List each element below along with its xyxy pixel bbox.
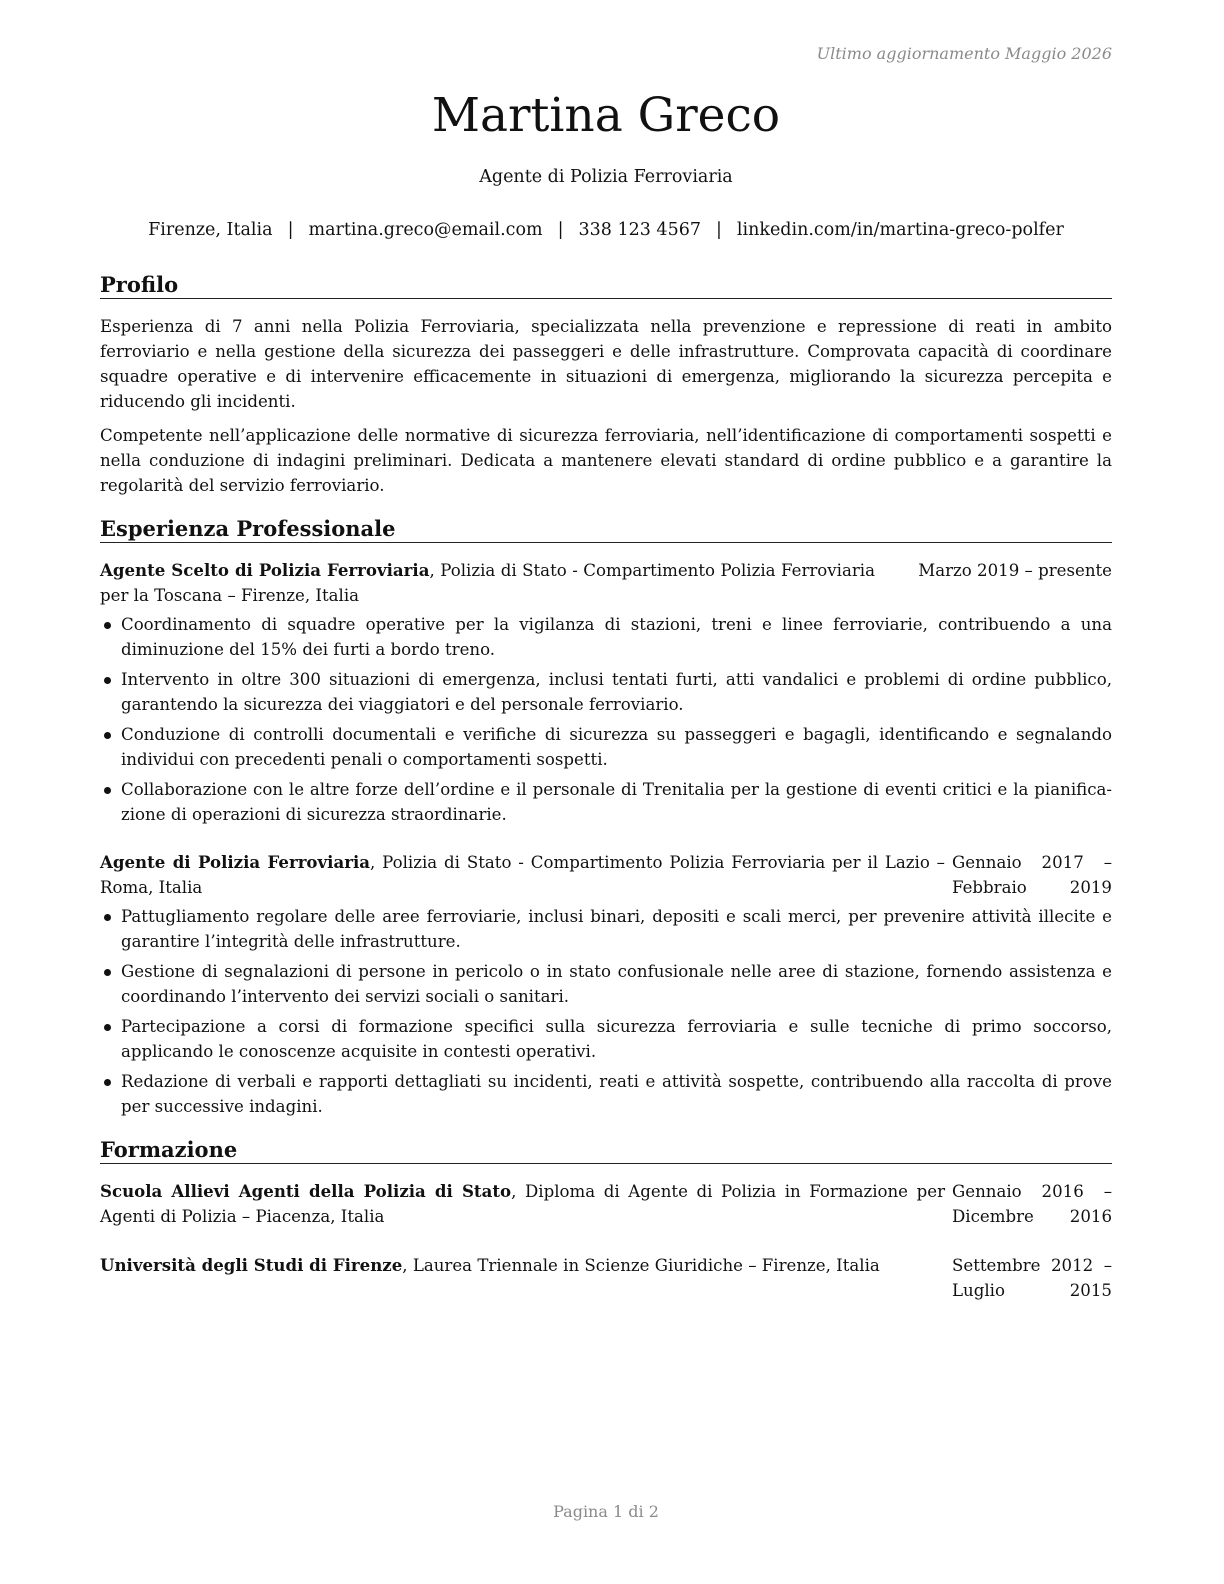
job-organization: , Polizia di Stato - Compartimento Polizia Ferroviaria per il Lazio – Roma, Italia: [100, 853, 945, 897]
resume-page: [100, 0, 1112, 1584]
bullet-icon: [104, 787, 111, 794]
list-item: Pattugliamento regolare delle aree ferroviarie, inclusi binari, depositi e scali merci, per prevenire attività illecite e garantire l’integrità delle infrastrutture.: [100, 904, 1112, 954]
education-school: Università degli Studi di Firenze: [100, 1255, 403, 1275]
page-number: Pagina 1 di 2: [553, 1502, 659, 1521]
job-header: [100, 558, 1112, 608]
education-detail: , Laurea Triennale in Scienze Giuridiche – Firenze, Italia: [402, 1256, 880, 1275]
bullet-icon: [104, 1024, 111, 1031]
job-role: Agente Scelto di Polizia Ferroviaria: [100, 560, 430, 580]
education-dates: Settembre 2012 – Luglio 2015: [952, 1256, 1112, 1300]
contact-linkedin[interactable]: linkedin.com/in/martina-greco-polfer: [736, 220, 1064, 240]
education-header: [100, 1179, 1112, 1229]
job-title-line: [100, 850, 945, 900]
profile-paragraph: Esperienza di 7 anni nella Polizia Ferroviaria, specializzata nella prevenzione e repressione di reati in ambito ferroviario e nella gestione della sicurezza dei passeggeri e delle infrastrutture. Comprovata capacità di coordinare squadre operative e di intervenire efficacemente in situazioni di emergenza, migliorando la sicurezza percepita e riducendo gli incidenti.: [100, 317, 1112, 411]
list-item: Gestione di segnalazioni di persone in pericolo o in stato confusionale nelle aree di stazione, fornendo assistenza e coordinando l’intervento dei servizi sociali o sanitari.: [100, 959, 1112, 1009]
list-item: Redazione di verbali e rapporti dettagliati su incidenti, reati e attività sospette, contribuendo alla raccolta di prove per successive indagini.: [100, 1069, 1112, 1119]
list-item: Partecipazione a corsi di formazione specifici sulla sicurezza ferroviaria e sulle tecniche di primo soccorso, applicando le conoscenze acquisite in contesti operativi.: [100, 1014, 1112, 1064]
job-role: Agente di Polizia Ferroviaria: [100, 852, 370, 872]
job-bullets: [100, 612, 1112, 827]
section-heading-profile: Profilo: [100, 272, 1112, 299]
bullet-icon: [104, 677, 111, 684]
education-detail: , Diploma di Agente di Polizia in Formazione per Agenti di Polizia – Piacenza, Italia: [100, 1182, 945, 1226]
job-bullets: [100, 904, 1112, 1119]
bullet-icon: [104, 969, 111, 976]
list-item: Conduzione di controlli documentali e verifiche di sicurezza su passeggeri e bagagli, identificando e segnalando individui con precedenti penali o comportamenti sospetti.: [100, 722, 1112, 772]
bullet-icon: [104, 732, 111, 739]
education-title-line: [100, 1253, 945, 1278]
candidate-name: Martina Greco: [431, 88, 781, 143]
contact-separator: |: [287, 220, 294, 240]
job-header: [100, 850, 1112, 900]
education-dates: Gennaio 2016 – Dicembre 2016: [952, 1182, 1112, 1226]
bullet-icon: [104, 622, 111, 629]
job-entry: [100, 850, 1112, 1124]
education-school: Scuola Allievi Agenti della Polizia di Stato: [100, 1181, 512, 1201]
job-entry: [100, 558, 1112, 832]
list-item: Collaborazione con le altre forze dell’ordine e il personale di Trenitalia per la gestione di eventi critici e la pianifica-zione di operazioni di sicurezza straordinarie.: [100, 777, 1112, 827]
job-title: Agente di Polizia Ferroviaria: [479, 167, 733, 187]
contact-phone: 338 123 4567: [578, 220, 701, 240]
contact-location: Firenze, Italia: [148, 220, 273, 240]
bullet-icon: [104, 1079, 111, 1086]
last-updated: Ultimo aggiornamento Maggio 2026: [816, 44, 1112, 63]
section-heading-education: Formazione: [100, 1137, 1112, 1164]
job-title-line: [100, 558, 875, 608]
job-dates: Marzo 2019 – presente: [918, 561, 1112, 580]
profile-section: [100, 314, 1112, 498]
education-header: [100, 1253, 1112, 1300]
bullet-icon: [104, 914, 111, 921]
contact-email[interactable]: martina.greco@email.com: [308, 220, 543, 240]
section-heading-experience: Esperienza Professionale: [100, 516, 1112, 543]
contact-line: [100, 220, 1112, 240]
list-item: Coordinamento di squadre operative per la vigilanza di stazioni, treni e linee ferroviarie, contribuendo a una diminuzione del 15% dei furti a bordo treno.: [100, 612, 1112, 662]
education-entry: [100, 1179, 1112, 1229]
list-item: Intervento in oltre 300 situazioni di emergenza, inclusi tentati furti, atti vandalici e problemi di ordine pubblico, garantendo la sicurezza dei viaggiatori e del personale ferroviario.: [100, 667, 1112, 717]
contact-separator: |: [557, 220, 564, 240]
education-entry: [100, 1253, 1112, 1300]
education-title-line: [100, 1179, 945, 1229]
profile-paragraph: Competente nell’applicazione delle normative di sicurezza ferroviaria, nell’identificazione di comportamenti sospetti e nella conduzione di indagini preliminari. Dedicata a mantenere elevati standard di ordine pubblico e a garantire la regolarità del servizio ferroviario.: [100, 426, 1112, 495]
job-dates: Gennaio 2017 – Febbraio 2019: [952, 853, 1112, 897]
contact-separator: |: [715, 220, 722, 240]
job-organization: , Polizia di Stato - Compartimento Polizia Ferroviaria per la Toscana – Firenze, Italia: [100, 561, 875, 605]
